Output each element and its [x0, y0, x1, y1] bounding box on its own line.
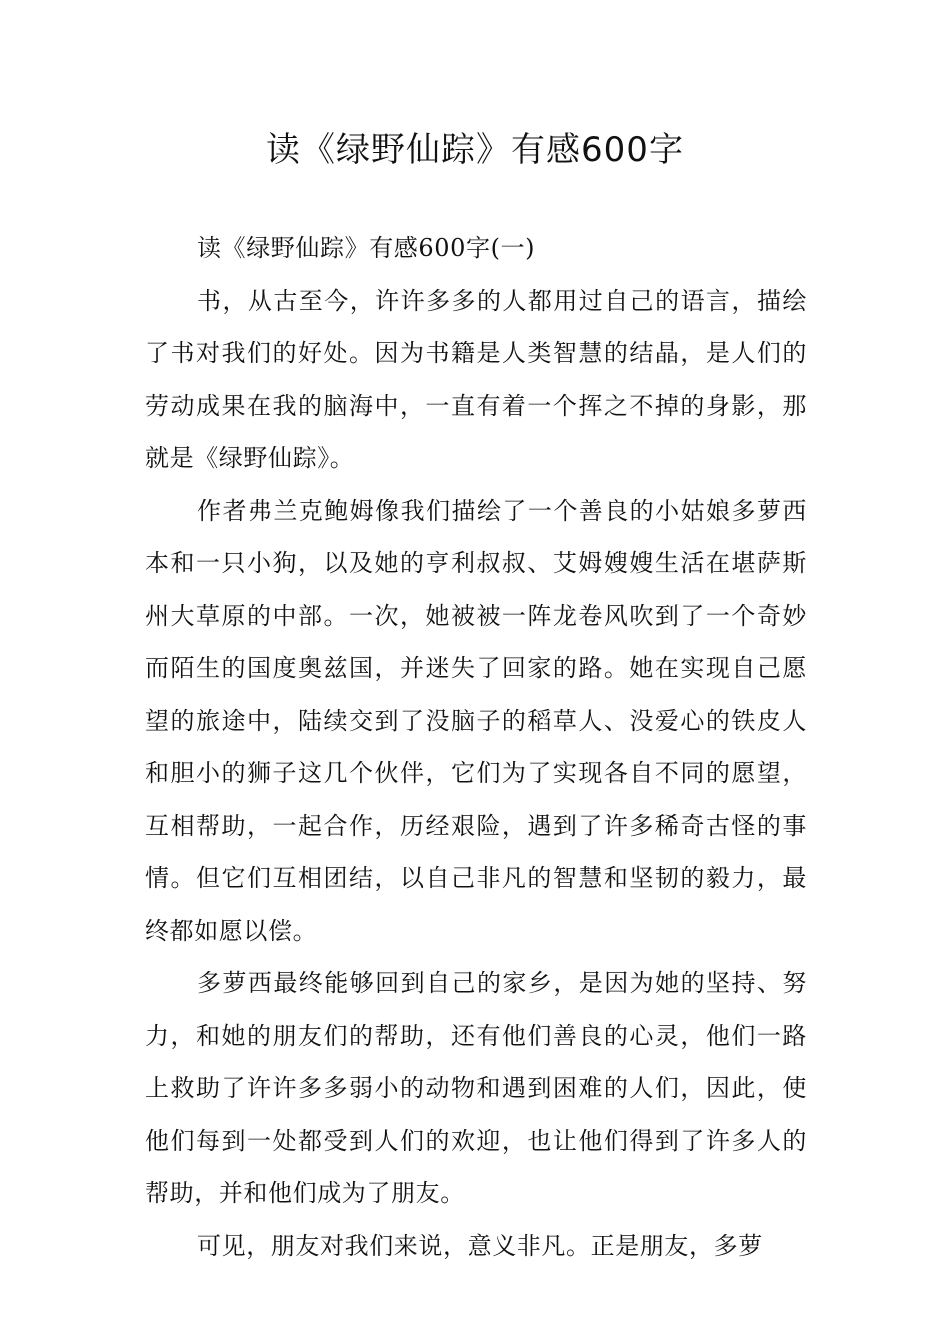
body-paragraph: 可见，朋友对我们来说，意义非凡。正是朋友，多萝 [197, 1231, 763, 1260]
subtitle-paragraph: 读《绿野仙踪》有感600字(一) [197, 234, 536, 262]
document-title: 读《绿野仙踪》有感600字 [266, 130, 684, 170]
document-body [145, 222, 807, 1272]
body-paragraph: 书，从古至今，许许多多的人都用过自己的语言，描绘了书对我们的好处。因为书籍是人类智慧的结晶，是人们的劳动成果在我的脑海中，一直有着一个挥之不掉的身影，那就是《绿野仙踪》。 [145, 286, 807, 472]
body-paragraph: 作者弗兰克鲍姆像我们描绘了一个善良的小姑娘多萝西本和一只小狗，以及她的亨利叔叔、艾姆嫂嫂生活在堪萨斯州大草原的中部。一次，她被被一阵龙卷风吹到了一个奇妙而陌生的国度奥兹国，并迷失了回家的路。她在实现自己愿望的旅途中，陆续交到了没脑子的稻草人、没爱心的铁皮人和胆小的狮子这几个伙伴，它们为了实现各自不同的愿望，互相帮助，一起合作，历经艰险，遇到了许多稀奇古怪的事情。但它们互相团结，以自己非凡的智慧和坚韧的毅力，最终都如愿以偿。 [145, 496, 807, 945]
body-paragraph: 多萝西最终能够回到自己的家乡，是因为她的坚持、努力，和她的朋友们的帮助，还有他们善良的心灵，他们一路上救助了许许多多弱小的动物和遇到困难的人们，因此，使他们每到一处都受到人们的欢迎，也让他们得到了许多人的帮助，并和他们成为了朋友。 [145, 969, 807, 1207]
